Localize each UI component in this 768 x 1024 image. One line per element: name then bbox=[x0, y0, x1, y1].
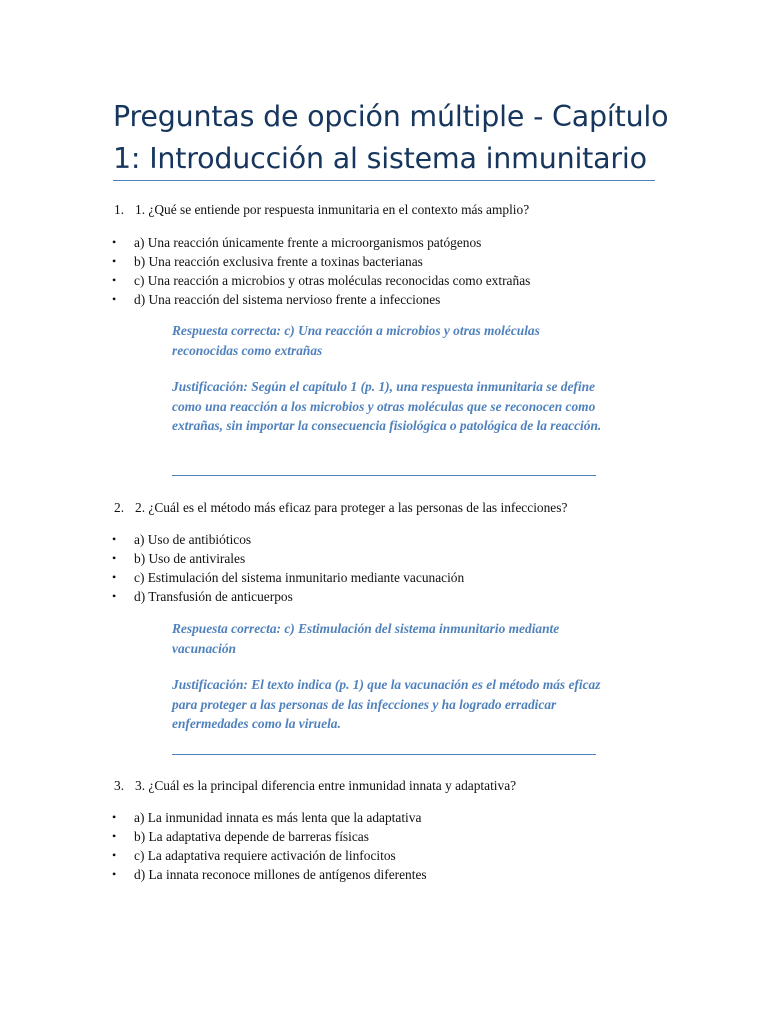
correct-answer: Respuesta correcta: c) Una reacción a microbios y otras moléculas reconocidas como extrañas bbox=[172, 323, 540, 358]
justification: Justificación: Según el capítulo 1 (p. 1), una respuesta inmunitaria se define como una reacción a los microbios y otras moléculas que se reconocen como extrañas, sin importar la consecuencia fisiológica o patológica de la reacción. bbox=[172, 379, 602, 433]
option-item bbox=[110, 530, 464, 549]
option-item bbox=[110, 865, 427, 884]
option-text: c) La adaptativa requiere activación de linfocitos bbox=[134, 848, 396, 863]
option-item bbox=[110, 846, 427, 865]
answer-separator bbox=[172, 475, 596, 476]
question-3-options bbox=[110, 808, 427, 884]
option-item bbox=[110, 252, 530, 271]
option-item bbox=[110, 233, 530, 252]
bullet: • bbox=[112, 254, 117, 268]
option-text: a) Una reacción únicamente frente a microorganismos patógenos bbox=[134, 235, 482, 250]
question-2-answer-block bbox=[172, 619, 602, 734]
question-1 bbox=[114, 201, 529, 219]
correct-answer: Respuesta correcta: c) Estimulación del sistema inmunitario mediante vacunación bbox=[172, 621, 560, 656]
bullet: • bbox=[112, 589, 117, 603]
option-item bbox=[110, 808, 427, 827]
option-text: a) La inmunidad innata es más lenta que la adaptativa bbox=[134, 810, 422, 825]
question-1-text: 1. ¿Qué se entiende por respuesta inmunitaria en el contexto más amplio? bbox=[135, 202, 530, 217]
bullet: • bbox=[112, 235, 117, 249]
option-item bbox=[110, 271, 530, 290]
option-text: d) La innata reconoce millones de antígenos diferentes bbox=[134, 867, 427, 882]
question-3-number: 3. bbox=[114, 778, 125, 793]
justification: Justificación: El texto indica (p. 1) que la vacunación es el método más eficaz para proteger a las personas de las infecciones y ha logrado erradicar enfermedades como la viruela. bbox=[172, 677, 601, 731]
question-2-text: 2. ¿Cuál es el método más eficaz para proteger a las personas de las infecciones? bbox=[135, 500, 568, 515]
bullet: • bbox=[112, 570, 117, 584]
bullet: • bbox=[112, 273, 117, 287]
bullet: • bbox=[112, 810, 117, 824]
document-title: Preguntas de opción múltiple - Capítulo 1: Introducción al sistema inmunitario bbox=[113, 100, 669, 175]
option-text: b) Una reacción exclusiva frente a toxinas bacterianas bbox=[134, 254, 423, 269]
question-1-options bbox=[110, 233, 530, 309]
title-underline bbox=[113, 180, 655, 181]
option-item bbox=[110, 827, 427, 846]
option-item bbox=[110, 290, 530, 309]
option-text: d) Una reacción del sistema nervioso frente a infecciones bbox=[134, 292, 441, 307]
bullet: • bbox=[112, 532, 117, 546]
question-1-answer-block bbox=[172, 321, 602, 436]
option-item bbox=[110, 549, 464, 568]
question-2-number: 2. bbox=[114, 500, 125, 515]
question-2-options bbox=[110, 530, 464, 606]
answer-separator bbox=[172, 754, 596, 755]
option-text: b) La adaptativa depende de barreras físicas bbox=[134, 829, 369, 844]
option-item bbox=[110, 568, 464, 587]
option-text: c) Una reacción a microbios y otras moléculas reconocidas como extrañas bbox=[134, 273, 531, 288]
bullet: • bbox=[112, 551, 117, 565]
bullet: • bbox=[112, 829, 117, 843]
question-3 bbox=[114, 777, 516, 795]
option-text: c) Estimulación del sistema inmunitario mediante vacunación bbox=[134, 570, 465, 585]
bullet: • bbox=[112, 848, 117, 862]
option-item bbox=[110, 587, 464, 606]
question-2 bbox=[114, 499, 567, 517]
option-text: a) Uso de antibióticos bbox=[134, 532, 252, 547]
question-3-text: 3. ¿Cuál es la principal diferencia entre inmunidad innata y adaptativa? bbox=[135, 778, 517, 793]
question-1-number: 1. bbox=[114, 202, 125, 217]
bullet: • bbox=[112, 867, 117, 881]
option-text: d) Transfusión de anticuerpos bbox=[134, 589, 293, 604]
bullet: • bbox=[112, 292, 117, 306]
option-text: b) Uso de antivirales bbox=[134, 551, 246, 566]
